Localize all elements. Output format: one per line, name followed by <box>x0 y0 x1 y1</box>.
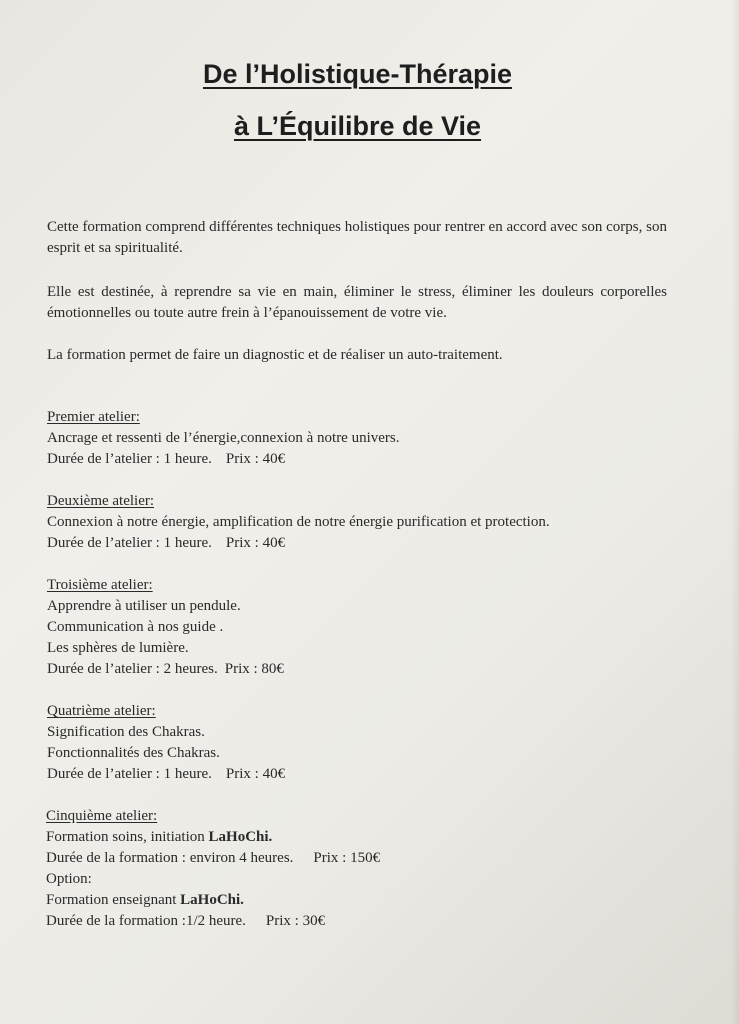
workshop-line: Apprendre à utiliser un pendule. <box>47 598 241 614</box>
title-line-1: De l’Holistique-Thérapie <box>202 59 513 89</box>
workshop-4 <box>47 701 667 785</box>
workshop-price: Prix : 40€ <box>225 535 286 551</box>
option-formation-text: Formation enseignant <box>46 892 181 908</box>
workshop-duration-price <box>47 449 667 470</box>
workshop-duration: Durée de l’atelier : 1 heure. <box>47 535 212 551</box>
workshop-price: Prix : 150€ <box>313 850 381 866</box>
workshop-heading: Quatrième atelier: <box>47 703 156 719</box>
option-duration-price <box>46 911 666 932</box>
workshop-line: Ancrage et ressenti de l’énergie,connexion à notre univers. <box>47 430 400 446</box>
workshop-formation <box>46 827 666 848</box>
option-price: Prix : 30€ <box>265 913 326 929</box>
workshop-heading: Cinquième atelier: <box>46 808 158 824</box>
option-label: Option: <box>46 871 92 887</box>
workshop-line: Signification des Chakras. <box>47 724 205 740</box>
intro-paragraph-2: Elle est destinée, à reprendre sa vie en main, éliminer le stress, éliminer les douleurs corporelles émotionnelles ou toute autre frein à l’épanouissement de votre vie. <box>47 284 667 321</box>
workshop-line: Communication à nos guide . <box>47 619 224 635</box>
workshop-line: Fonctionnalités des Chakras. <box>47 745 220 761</box>
workshop-duration-price <box>47 764 667 785</box>
workshop-line: Les sphères de lumière. <box>47 640 189 656</box>
workshop-2 <box>47 491 667 554</box>
formation-text: Formation soins, initiation <box>46 829 209 845</box>
workshop-price: Prix : 40€ <box>225 766 286 782</box>
workshop-duration-price <box>46 848 666 869</box>
workshop-price: Prix : 40€ <box>225 451 286 467</box>
workshop-duration: Durée de la formation : environ 4 heures. <box>46 850 294 866</box>
option-duration: Durée de la formation :1/2 heure. <box>46 913 246 929</box>
title-line-2: à L’Équilibre de Vie <box>233 111 482 141</box>
workshop-price: Prix : 80€ <box>224 661 284 677</box>
workshop-duration: Durée de l’atelier : 1 heure. <box>47 766 212 782</box>
workshop-heading: Troisième atelier: <box>47 577 153 593</box>
intro-paragraph-3: La formation permet de faire un diagnostic et de réaliser un auto-traitement. <box>47 347 503 363</box>
workshop-heading: Deuxième atelier: <box>47 493 155 509</box>
page-edge-shadow <box>731 0 739 1024</box>
workshop-5 <box>46 806 666 932</box>
workshop-duration-price <box>47 533 667 554</box>
intro-paragraph-1: Cette formation comprend différentes techniques holistiques pour rentrer en accord avec son corps, son esprit et sa spiritualité. <box>47 219 667 256</box>
workshop-3 <box>47 575 667 680</box>
option-formation <box>46 890 666 911</box>
workshop-duration-price <box>47 659 667 680</box>
workshop-heading: Premier atelier: <box>47 409 140 425</box>
formation-brand: LaHoChi. <box>208 829 273 845</box>
workshop-1 <box>47 407 667 470</box>
option-formation-brand: LaHoChi. <box>180 892 244 908</box>
workshop-duration: Durée de l’atelier : 2 heures. <box>47 661 218 677</box>
workshop-line: Connexion à notre énergie, amplification de notre énergie purification et protection. <box>47 514 550 530</box>
workshop-duration: Durée de l’atelier : 1 heure. <box>47 451 212 467</box>
